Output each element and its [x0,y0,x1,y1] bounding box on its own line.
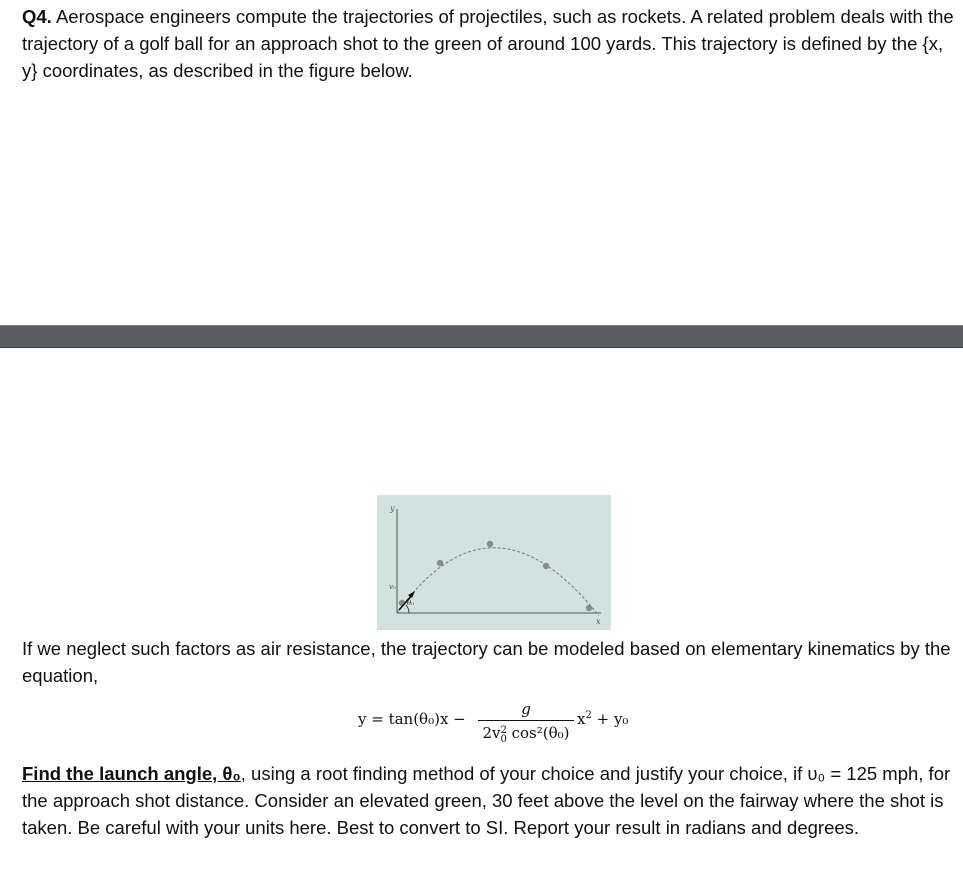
denominator-cos: cos²(θ₀) [506,724,570,742]
question-intro-text: Aerospace engineers compute the trajectories of projectiles, such as rockets. A related problem deals with the trajectory of a golf ball for an approach shot to the green of around 100 yards. This trajectory is defined by the {x, y} coordinates, as described in the figure below. [22,6,954,81]
ball-position-2 [437,560,443,566]
x-axis-label: x [596,617,601,626]
equation-fraction [478,700,574,743]
task-heading: Find the launch angle, θ₀ [22,763,241,784]
rhs-sup: 2 [585,710,592,721]
trajectory-path [397,548,599,616]
ball-position-5 [586,605,592,611]
task-paragraph [22,760,955,841]
trajectory-diagram [377,495,611,630]
y-axis-label: y [390,504,395,513]
trajectory-figure [377,495,611,630]
task-text: , using a root finding method of your choice and justify your choice, if υ₀ = 125 mph, for the approach shot distance. Consider an elevated green, 30 feet above the level on the fairway where the shot is taken. Be careful with your units here. Best to convert to SI. Report your result in radians and degrees. [22,763,951,838]
velocity-label: v₀ [389,583,396,591]
ball-position-4 [543,563,549,569]
denominator-sup: 2 [500,725,507,736]
denominator-sub: 0 [500,734,507,745]
question-intro [22,3,955,84]
rhs-y0: + y₀ [591,710,629,728]
equation-lhs: y = tan(θ₀)x − [358,710,466,728]
equation-denominator [478,723,574,743]
denominator-2v: 2v [482,724,501,742]
neglect-paragraph: If we neglect such factors as air resistance, the trajectory can be modeled based on elementary kinematics by the equation, [22,638,951,686]
equation-numerator: g [521,700,531,718]
equation-rhs [577,710,628,728]
trajectory-equation [358,700,678,752]
fraction-bar [478,720,574,721]
rhs-x: x [577,710,586,728]
divider-bar [0,325,963,348]
angle-label: θ₀ [407,599,415,607]
question-number: Q4. [22,6,52,27]
ball-position-3 [487,541,493,547]
